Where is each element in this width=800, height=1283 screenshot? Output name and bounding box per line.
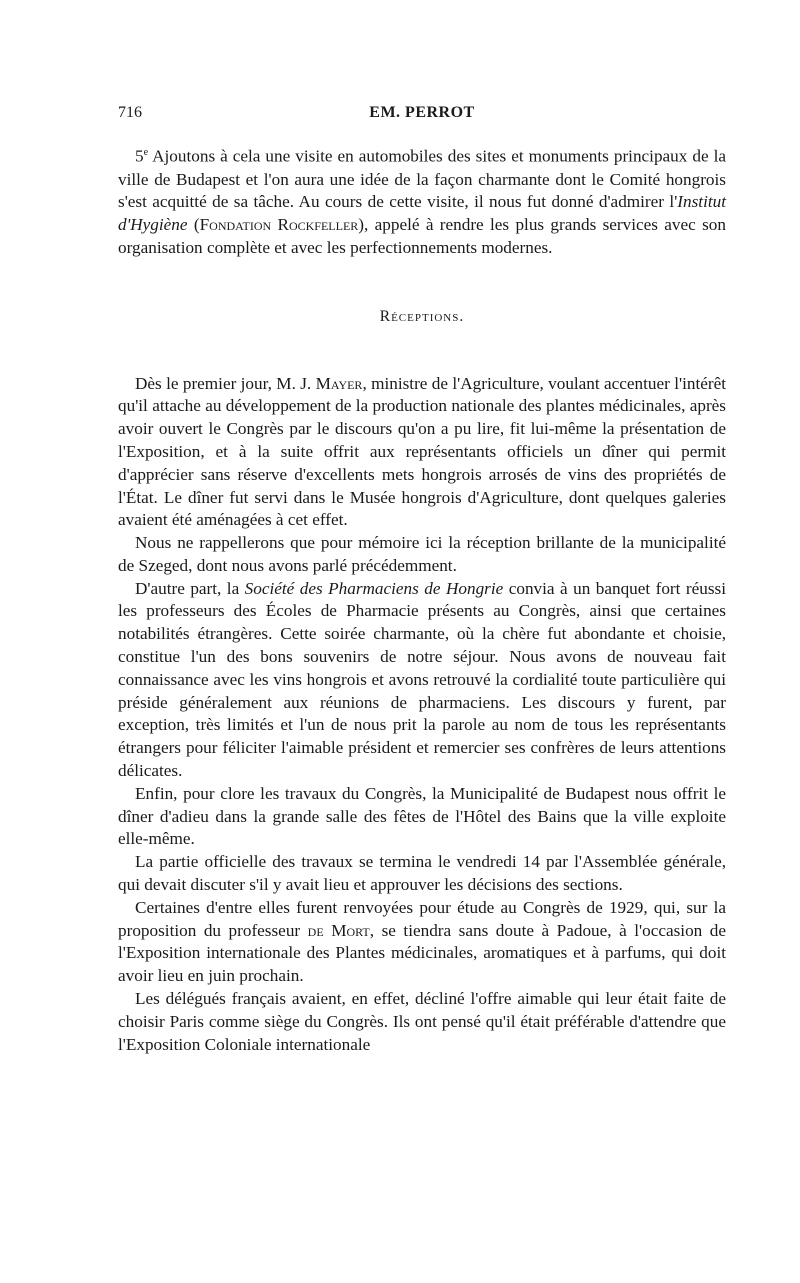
paragraph-french-delegates: Les délégués français avaient, en effet, décliné l'offre aimable qui leur était faite de choisir Paris comme siège du Congrès. Ils ont pensé qu'il était préférable d'attendre que l'Exposition Coloniale internationale xyxy=(118,989,726,1054)
section-title: Réceptions. xyxy=(379,307,465,325)
running-head: EM. PERROT xyxy=(369,104,475,121)
paragraph-banquet: D'autre part, la Société des Pharmaciens de Hongrie convia à un banquet fort réussi les professeurs des Écoles de Pharmacie présents au Congrès, ainsi que certaines notabilités étrangères. Cette soirée charmante, où la chère fut abondante et choisie, constitue l'un des bons souvenirs de notre séjour. Nous avons de nouveau fait connaissance avec les vins hongrois et avons retrouvé la cordialité toute particulière qui préside généralement aux réunions de pharmaciens. Les discours y furent, par exception, très limités et l'un de nous prit la parole au nom de tous les représentants étrangers pour féliciter l'aimable président et remercier ses confrères de leurs attentions délicates. xyxy=(118,578,726,781)
paragraph-visit: 5e Ajoutons à cela une visite en automobiles des sites et monuments principaux de la ville de Budapest et l'on aura une idée de la façon charmante dont le Comité hongrois s'est acquitté de sa tâche. Au cours de cette visite, il nous fut donné d'admirer l'Institut d'Hygiène (Fondation Rockfeller), appelé à rendre les plus grands services avec son organisation complète et avec les perfectionnements modernes. xyxy=(118,146,726,257)
paragraph-congress-1929: Certaines d'entre elles furent renvoyées pour étude au Congrès de 1929, qui, sur la proposition du professeur de Mort, se tiendra sans doute à Padoue, à l'occasion de l'Exposition internationale des Plantes médicinales, aromatiques et à parfums, qui doit avoir lieu en juin prochain. xyxy=(118,897,727,986)
paragraph-first-day: Dès le premier jour, M. J. Mayer, ministre de l'Agriculture, voulant accentuer l'intérêt qu'il attache au développement de la production nationale des plantes médicinales, après avoir ouvert le Congrès par le discours qu'on a pu lire, fit lui-même la présentation de l'Exposition, et à la suite offrit aux représentants officiels un dîner qui permit d'apprécier sans réserve d'excellents mets hongrois arrosés de vins des propriétés de l'État. Le dîner fut servi dans le Musée hongrois d'Agriculture, dont quelques galeries avaient été aménagées à cet effet. xyxy=(118,373,726,530)
body-text xyxy=(118,142,726,1056)
paragraph-general-assembly: La partie officielle des travaux se termina le vendredi 14 par l'Assemblée générale, qui devait discuter s'il y avait lieu et approuver les décisions des sections. xyxy=(118,852,726,895)
paragraph-farewell-dinner: Enfin, pour clore les travaux du Congrès, la Municipalité de Budapest nous offrit le dîner d'adieu dans la grande salle des fêtes de l'Hôtel des Bains que la ville exploite elle-même. xyxy=(118,783,726,849)
page-number: 716 xyxy=(118,104,142,121)
paragraph-szeged: Nous ne rappellerons que pour mémoire ici la réception brillante de la municipalité de Szeged, dont nous avons parlé précédemment. xyxy=(118,533,726,575)
page-header xyxy=(118,100,726,128)
